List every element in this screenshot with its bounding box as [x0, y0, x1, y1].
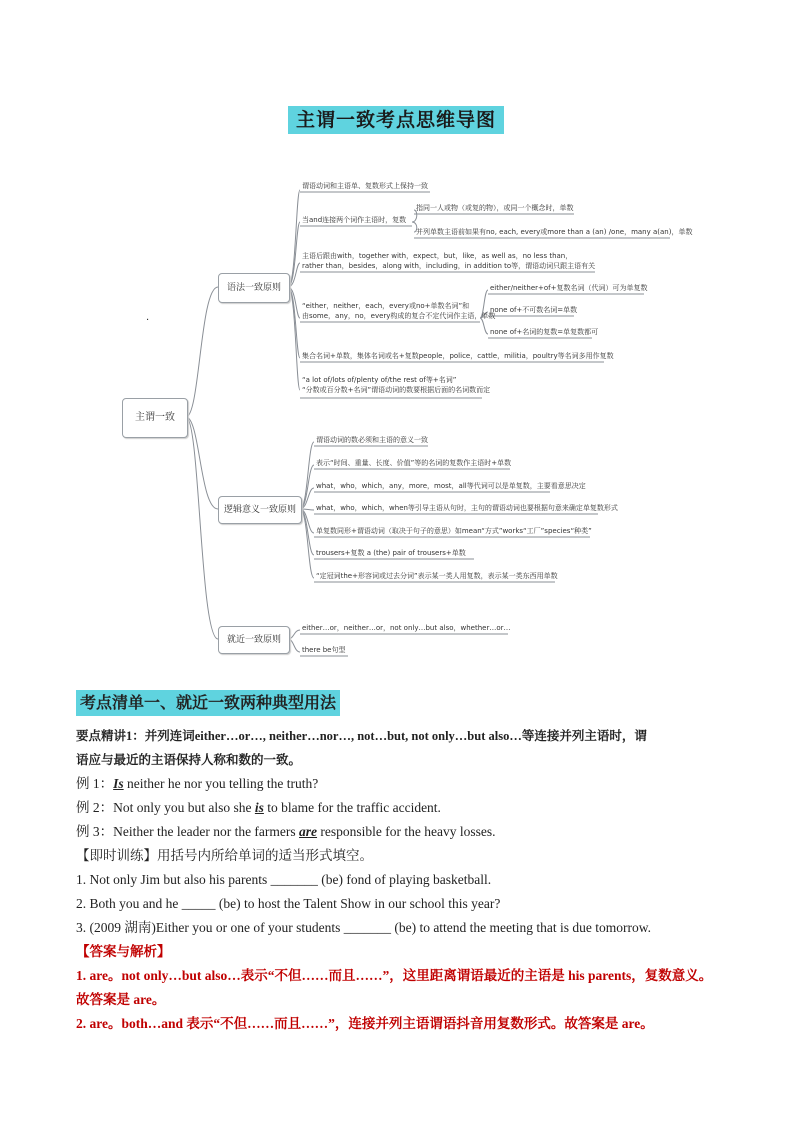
mindmap-node: none of+不可数名词=单数 [490, 306, 578, 314]
mindmap-branch-grammar: 语法一致原则 [218, 273, 290, 303]
mindmap-node: none of+名词的复数=单复数都可 [490, 328, 599, 336]
mindmap-node: there be句型 [302, 646, 346, 654]
mindmap-node: 谓语动词和主语单、复数形式上保持一致 [302, 182, 428, 190]
mindmap-node: what，who，which，when等引导主语从句时，主句的谓语动词也要根据句意来确定单复数形式 [316, 504, 618, 512]
mindmap-node: rather than，besides，along with，including，in addition to等，谓语动词只跟主语有关 [302, 262, 596, 270]
mindmap-node: “分数或百分数+名词”谓语动词的数要根据后面的名词数而定 [302, 386, 491, 394]
stray-dot: . [146, 312, 150, 323]
mindmap-root: 主谓一致 [122, 398, 188, 438]
mindmap-node: “a lot of/lots of/plenty of/the rest of等+名词” [302, 376, 457, 384]
mindmap-node: 单复数同形+谓语动词（取决于句子的意思）如mean“方式”works“工厂”species“种类” [316, 527, 592, 535]
mindmap-node: 并列单数主语前如果有no, each, every或more than a (an) /one，many a(an)，单数 [416, 228, 693, 236]
mindmap-node: 集合名词+单数，集体名词或名+复数people，police，cattle，militia，poultry等名词多用作复数 [302, 352, 614, 360]
mindmap-node: trousers+复数 a (the) pair of trousers+单数 [316, 549, 466, 557]
mindmap-node: 指同一人或物（或复的物），或同一个概念时，单数 [416, 204, 574, 212]
mindmap-node: 表示“时间、重量、长度、价值”等的名词的复数作主语时+单数 [316, 459, 512, 467]
mindmap-node: either…or，neither…or，not only…but also，whether…or… [302, 624, 511, 632]
answer-1: 1. are。not only…but also…表示“不但……而且……”，这里距离谓语最近的主语是 his parents，复数意义。 [76, 968, 713, 983]
example-3: 例 3：Neither the leader nor the farmers are responsible for the heavy losses. [76, 824, 496, 839]
section-heading: 考点清单一、就近一致两种典型用法 [76, 690, 340, 716]
mindmap-node: 由some，any，no，every构成的复合不定代词作主语，单数 [302, 312, 496, 320]
key-point-cont: 语应与最近的主语保持人称和数的一致。 [76, 753, 302, 767]
question-2: 2. Both you and he _____ (be) to host the Talent Show in our school this year? [76, 896, 501, 911]
answer-2: 2. are。both…and 表示“不但……而且……”，连接并列主语谓语抖音用复数形式。故答案是 are。 [76, 1016, 654, 1031]
example-2: 例 2：Not only you but also she is to blame for the traffic accident. [76, 800, 441, 815]
mindmap-branch-proximity: 就近一致原则 [218, 626, 290, 654]
mindmap-branch-logic: 逻辑意义一致原则 [218, 496, 302, 524]
answer-1-cont: 故答案是 are。 [76, 992, 166, 1007]
mindmap-node: 当and连接两个词作主语时，复数 [302, 216, 407, 224]
mindmap-node: what，who，which，any，more，most，all等代词可以是单复数，主要看意思决定 [316, 482, 586, 490]
mindmap-node: either/neither+of+复数名词（代词）可为单复数 [490, 284, 648, 292]
question-1: 1. Not only Jim but also his parents _______ (be) fond of playing basketball. [76, 872, 492, 887]
mindmap-node: “定冠词the+形容词或过去分词”表示某一类人用复数，表示某一类东西用单数 [316, 572, 558, 580]
example-1: 例 1：Is neither he nor you telling the truth? [76, 776, 319, 791]
key-point: 要点精讲1：并列连词either…or…, neither…nor…, not…but, not only…but also…等连接并列主语时，谓 [76, 729, 647, 743]
answer-heading: 【答案与解析】 [76, 944, 171, 959]
mindmap-node: 主语后跟由with，together with，expect，but，like，as well as，no less than， [302, 252, 573, 260]
question-3: 3. (2009 湖南)Either you or one of your students _______ (be) to attend the meeting that is due tomorrow. [76, 920, 652, 935]
mindmap-node: 谓语动词的数必须和主语的意义一致 [316, 436, 428, 444]
drill-heading: 【即时训练】用括号内所给单词的适当形式填空。 [76, 848, 373, 863]
mindmap-node: “either，neither，each，every或no+单数名词”和 [302, 302, 470, 310]
page-title: 主谓一致考点思维导图 [288, 106, 504, 134]
